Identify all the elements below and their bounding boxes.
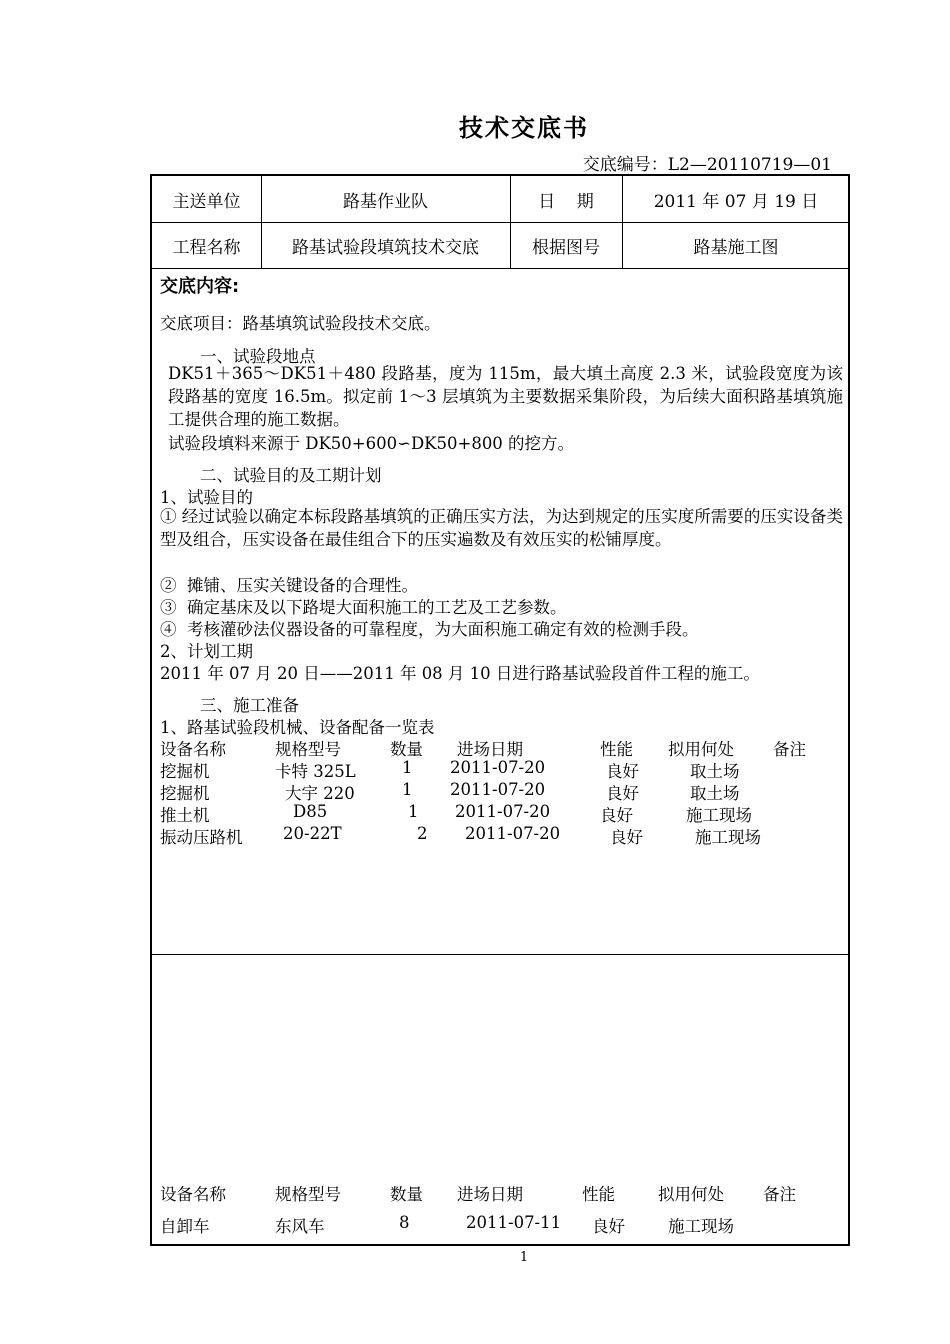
equipment-row-2-date: 2011-07-20 [450, 780, 546, 799]
bottom-header-name: 设备名称 [160, 1185, 226, 1204]
equipment-row-2-qty: 1 [402, 780, 413, 799]
equipment-header-name: 设备名称 [160, 740, 226, 759]
drawing-value: 路基施工图 [693, 237, 779, 258]
sender-value: 路基作业队 [343, 191, 428, 212]
equipment-row-1-perf: 良好 [606, 762, 639, 781]
project-value: 路基试验段填筑技术交底 [292, 237, 479, 258]
section-1-heading: 一、试验段地点 [200, 347, 316, 366]
bottom-header-perf: 性能 [582, 1185, 615, 1204]
equipment-row-2-perf: 良好 [606, 784, 639, 803]
equipment-header-perf: 性能 [600, 740, 633, 759]
bottom-header-remarks: 备注 [763, 1185, 796, 1204]
bottom-header-use: 拟用何处 [658, 1185, 724, 1204]
sender-label: 主送单位 [172, 191, 241, 212]
page-number: 1 [519, 1250, 529, 1265]
equipment-row-4-use: 施工现场 [695, 828, 761, 847]
equipment-row-3-model: D85 [293, 802, 328, 821]
section-2-item2: ② 摊铺、压实关键设备的合理性。 [160, 576, 418, 595]
section-2-schedule: 2011 年 07 月 20 日——2011 年 08 月 10 日进行路基试验段首件工程的施工。 [160, 664, 760, 683]
equipment-row-4-date: 2011-07-20 [465, 824, 561, 843]
equipment-row-2-name: 挖掘机 [160, 784, 210, 803]
section-2-sub1: 1、试验目的 [160, 488, 253, 507]
drawing-label: 根据图号 [532, 237, 600, 258]
equipment-row-3-name: 推土机 [160, 806, 210, 825]
equipment-row-4-name: 振动压路机 [160, 828, 243, 847]
equipment-row-1-date: 2011-07-20 [450, 758, 546, 777]
equipment-row-2-use: 取土场 [690, 784, 740, 803]
bottom-row-1-qty: 8 [399, 1213, 410, 1232]
bottom-header-model: 规格型号 [275, 1185, 341, 1204]
equipment-row-1-model: 卡特 325L [275, 762, 356, 781]
equipment-row-3-perf: 良好 [600, 806, 633, 825]
bottom-header-date: 进场日期 [457, 1185, 523, 1204]
row-divider [152, 954, 848, 955]
date-label: 日 期 [538, 191, 594, 212]
section-1-source: 试验段填料来源于 DK50+600∽DK50+800 的挖方。 [168, 434, 575, 453]
date-value: 2011 年 07 月 19 日 [653, 191, 819, 212]
bottom-row-1-model: 东风车 [275, 1217, 325, 1236]
project-line: 交底项目：路基填筑试验段技术交底。 [160, 314, 441, 333]
page-title: 技术交底书 [459, 114, 589, 142]
equipment-header-date: 进场日期 [457, 740, 523, 759]
doc-number: 交底编号：L2—20110719—01 [582, 155, 832, 175]
project-label: 工程名称 [172, 237, 241, 258]
content-heading: 交底内容: [160, 276, 240, 297]
equipment-header-qty: 数量 [390, 740, 423, 759]
equipment-header-use: 拟用何处 [668, 740, 734, 759]
equipment-row-4-qty: 2 [417, 824, 428, 843]
section-2-heading: 二、试验目的及工期计划 [200, 466, 382, 485]
bottom-row-1-perf: 良好 [592, 1217, 625, 1236]
section-2-sub2: 2、计划工期 [160, 642, 253, 661]
equipment-row-3-use: 施工现场 [686, 806, 752, 825]
bottom-row-1-use: 施工现场 [668, 1217, 734, 1236]
bottom-row-1-date: 2011-07-11 [466, 1213, 562, 1232]
section-2-item4: ④ 考核灌砂法仪器设备的可靠程度，为大面积施工确定有效的检测手段。 [160, 620, 699, 639]
equipment-row-3-date: 2011-07-20 [455, 802, 551, 821]
section-1-paragraph: DK51＋365～DK51＋480 段路基，度为 115m，最大填土高度 2.3 米，试验段宽度为该段路基的宽度 16.5m。拟定前 1～3 层填筑为主要数据采集阶段，为后续大面积路基填筑施工提供合理的施工数据。 [168, 364, 843, 429]
row-divider [152, 268, 848, 269]
equipment-row-4-model: 20-22T [283, 824, 342, 843]
bottom-header-qty: 数量 [390, 1185, 423, 1204]
equipment-row-1-use: 取土场 [690, 762, 740, 781]
equipment-header-model: 规格型号 [275, 740, 341, 759]
bottom-row-1-name: 自卸车 [160, 1217, 210, 1236]
section-3-heading: 三、施工准备 [200, 696, 299, 715]
equipment-row-1-name: 挖掘机 [160, 762, 210, 781]
section-2-item3: ③ 确定基床及以下路堤大面积施工的工艺及工艺参数。 [160, 598, 567, 617]
equipment-row-2-model: 大宇 220 [285, 784, 355, 803]
section-3-sub1: 1、路基试验段机械、设备配备一览表 [160, 718, 435, 737]
equipment-row-3-qty: 1 [408, 802, 419, 821]
equipment-row-1-qty: 1 [402, 758, 413, 777]
equipment-row-4-perf: 良好 [610, 828, 643, 847]
section-2-item1: ① 经过试验以确定本标段路基填筑的正确压实方法，为达到规定的压实度所需要的压实设备类型及组合，压实设备在最佳组合下的压实遍数及有效压实的松铺厚度。 [160, 507, 843, 549]
equipment-header-remarks: 备注 [773, 740, 806, 759]
